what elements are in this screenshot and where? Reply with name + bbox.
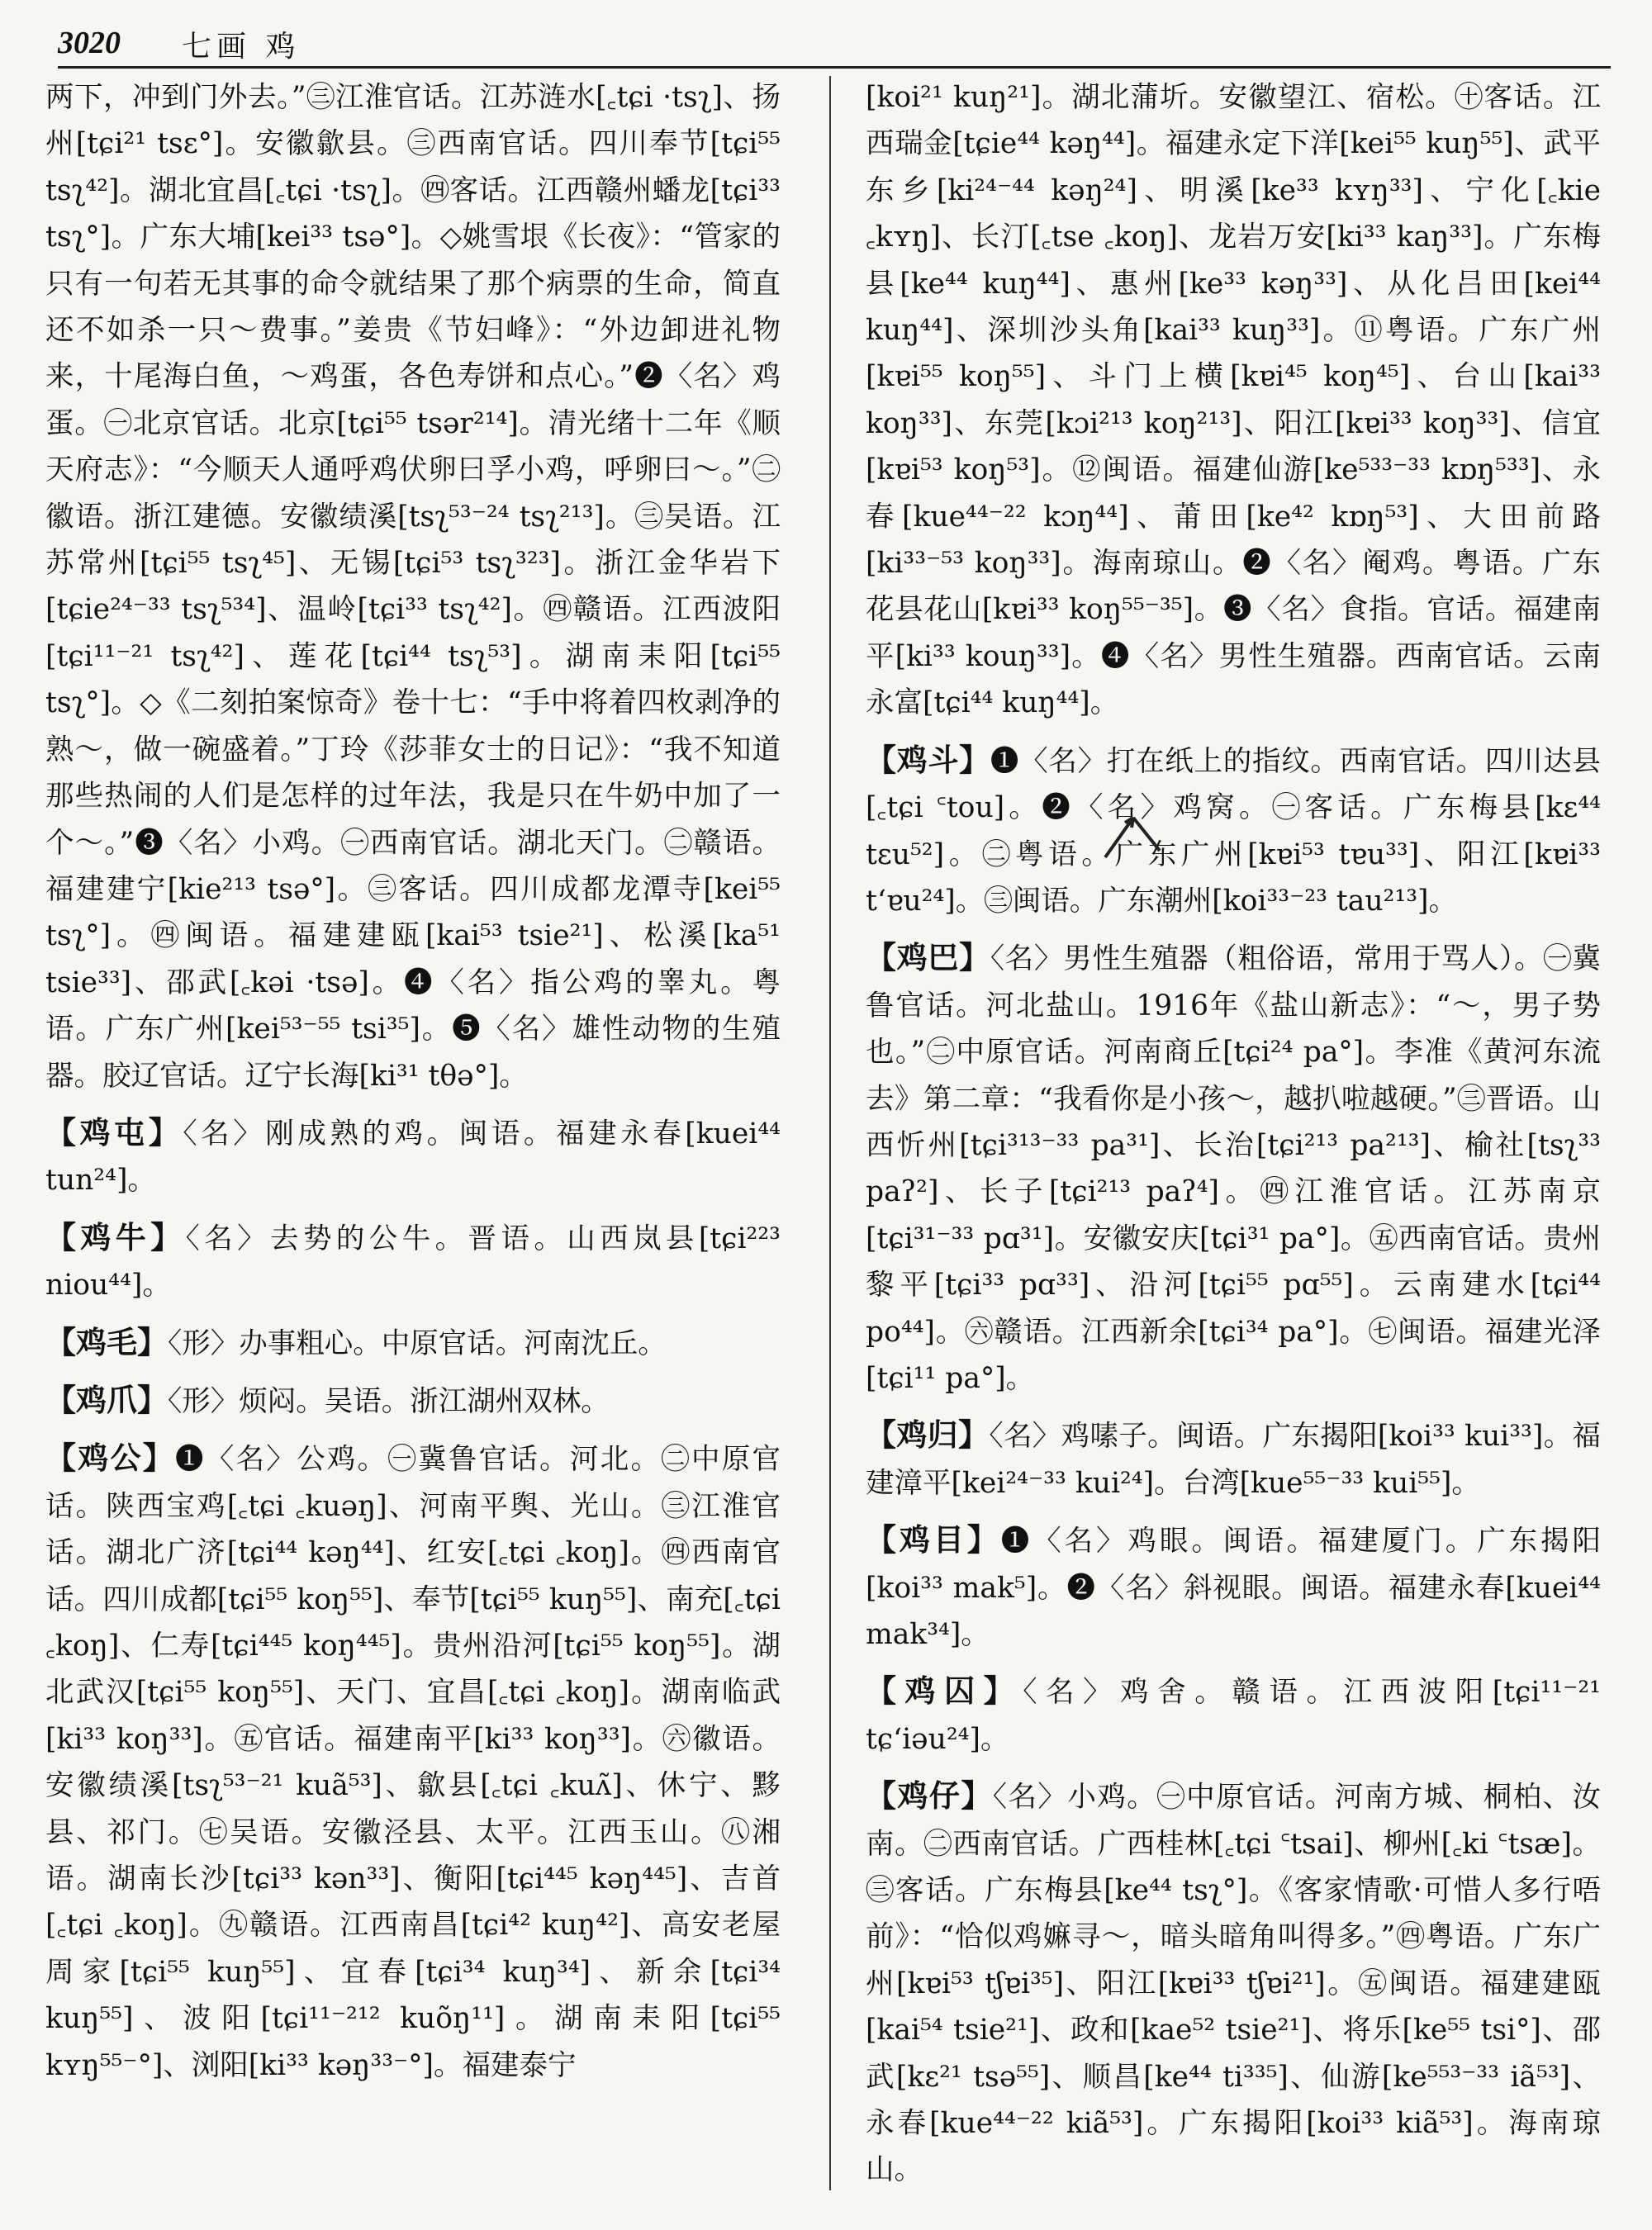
headword: 【鸡牛】 [45,1218,186,1255]
entry-text: 〈名〉刚成熟的鸡。闽语。福建永春[kuei⁴⁴ tun²⁴]。 [45,1117,781,1198]
headword: 【鸡屯】 [45,1113,183,1151]
right-column [866,74,1601,2204]
entry-text: 〈名〉鸡舍。赣语。江西波阳[tɕi¹¹⁻²¹ tɕʻiəu²⁴]。 [866,1676,1601,1756]
entry-jigui [866,1412,1601,1506]
handwritten-arrow-mark [1100,793,1166,867]
page-header [58,23,1611,64]
headword: 【鸡毛】 [45,1323,168,1360]
page-number: 3020 [58,26,121,60]
entry-jidou [866,737,1601,925]
entry-text: 〈形〉办事粗心。中原官话。河南沈丘。 [168,1326,667,1360]
headword: 【鸡归】 [866,1416,990,1454]
entry-text: ❶〈名〉鸡眼。闽语。福建厦门。广东揭阳[koi³³ mak⁵]。❷〈名〉斜视眼。闽语。福建永春[kuei⁴⁴ mak³⁴]。 [866,1525,1602,1651]
headword: 【鸡公】 [45,1440,176,1477]
headword: 【鸡目】 [866,1521,1001,1559]
entry-text: 〈名〉鸡嗉子。闽语。广东揭阳[koi³³ kui³³]。福建漳平[kei²⁴⁻³³ kui²⁴]。台湾[kue⁵⁵⁻³³ kui⁵⁵]。 [866,1420,1602,1500]
headword: 【鸡囚】 [866,1672,1023,1710]
continuation-entry [866,74,1601,727]
left-column [45,74,781,2099]
headword: 【鸡巴】 [866,939,990,976]
entry-text: 〈名〉去势的公牛。晋语。山西岚县[tɕi²²³ niou⁴⁴]。 [45,1222,781,1302]
entry-text: ❶〈名〉打在纸上的指纹。西南官话。四川达县[꜀tɕi ꜂tou]。❷〈名〉鸡窝。㊀客话。广东梅县[kɛ⁴⁴ tɛu⁵²]。㊁粤语。广东广州[kɐi⁵³ tɐu³³]、阳江[kɐi³³ tʻɐu²⁴]。㊂闽语。广东潮州[koi³³⁻²³ tau²¹³]。 [866,744,1602,918]
entry-jigong [45,1435,781,2089]
entry-text: 两下，冲到门外去。”㊂江淮官话。江苏涟水[꜀tɕi ·tsʅ]、扬州[tɕi²¹ tsɛ°]。安徽歙县。㊂西南官话。四川奉节[tɕi⁵⁵ tsʅ⁴²]。湖北宜昌[꜀tɕi ·tsʅ]。㊃客话。江西赣州蟠龙[tɕi³³ tsʅ°]。广东大埔[kei³³ tsə°]。◇姚雪垠《长夜》：“管家的只有一句若无其事的命令就结果了那个病票的生命，简直还不如杀一只～费事。”姜贵《节妇峰》：“外边卸进礼物来，十尾海白鱼，～鸡蛋，各色寿饼和点心。”❷〈名〉鸡蛋。㊀北京官话。北京[tɕi⁵⁵ tsər²¹⁴]。清光绪十二年《顺天府志》：“今顺天人通呼鸡伏卵曰孚小鸡，呼卵曰～。”㊁徽语。浙江建德。安徽绩溪[tsʅ⁵³⁻²⁴ tsʅ²¹³]。㊂吴语。江苏常州[tɕi⁵⁵ tsʅ⁴⁵]、无锡[tɕi⁵³ tsʅ³²³]。浙江金华岩下[tɕie²⁴⁻³³ tsʅ⁵³⁴]、温岭[tɕi³³ tsʅ⁴²]。㊃赣语。江西波阳[tɕi¹¹⁻²¹ tsʅ⁴²]、莲花[tɕi⁴⁴ tsʅ⁵³]。湖南耒阳[tɕi⁵⁵ tsʅ°]。◇《二刻拍案惊奇》卷十七：“手中将着四枚剥净的熟～，做一碗盛着。”丁玲《莎菲女士的日记》：“我不知道那些热闹的人们是怎样的过年法，我是只在牛奶中加了一个～。”❸〈名〉小鸡。㊀西南官话。湖北天门。㊁赣语。福建建宁[kie²¹³ tsə°]。㊂客话。四川成都龙潭寺[kei⁵⁵ tsʅ°]。㊃闽语。福建建瓯[kai⁵³ tsie²¹]、松溪[ka⁵¹ tsie³³]、邵武[꜀kəi ·tsə]。❹〈名〉指公鸡的睾丸。粤语。广东广州[kei⁵³⁻⁵⁵ tsi³⁵]。❺〈名〉雄性动物的生殖器。胶辽官话。辽宁长海[ki³¹ tθə°]。 [45,81,781,1093]
entry-jiniu [45,1214,781,1309]
entry-jiqiu [866,1668,1601,1763]
entry-text: 〈名〉男性生殖器（粗俗语，常用于骂人）。㊀冀鲁官话。河北盐山。1916年《盐山新志》：“～，男子势也。”㊁中原官话。河南商丘[tɕi²⁴ pa°]。李准《黄河东流去》第二章：“我看你是小孩～，越扒啦越硬。”㊂晋语。山西忻州[tɕi³¹³⁻³³ pa³¹]、长治[tɕi²¹³ pa²¹³]、榆社[tsʅ³³ paʔ²]、长子[tɕi²¹³ paʔ⁴]。㊃江淮官话。江苏南京[tɕi³¹⁻³³ pɑ³¹]。安徽安庆[tɕi³¹ pa°]。㊄西南官话。贵州黎平[tɕi³³ pɑ³³]、沿河[tɕi⁵⁵ pɑ⁵⁵]。云南建水[tɕi⁴⁴ po⁴⁴]。㊅赣语。江西新余[tɕi³⁴ pa°]。㊆闽语。福建光泽[tɕi¹¹ pa°]。 [866,942,1602,1395]
headword: 【鸡爪】 [45,1381,168,1418]
entry-jitun [45,1109,781,1204]
entry-text: 〈形〉烦闷。吴语。浙江湖州双林。 [168,1384,610,1418]
entry-jimu [866,1516,1601,1658]
header-rule [58,66,1611,69]
entry-text: ❶〈名〉公鸡。㊀冀鲁官话。河北。㊁中原官话。陕西宝鸡[꜀tɕi ꜀kuəŋ]、河南平舆、光山。㊂江淮官话。湖北广济[tɕi⁴⁴ kəŋ⁴⁴]、红安[꜀tɕi ꜀koŋ]。㊃西南官话。四川成都[tɕi⁵⁵ koŋ⁵⁵]、奉节[tɕi⁵⁵ kuŋ⁵⁵]、南充[꜀tɕi ꜀koŋ]、仁寿[tɕi⁴⁴⁵ koŋ⁴⁴⁵]。贵州沿河[tɕi⁵⁵ koŋ⁵⁵]。湖北武汉[tɕi⁵⁵ koŋ⁵⁵]、天门、宜昌[꜀tɕi ꜀koŋ]。湖南临武[ki³³ koŋ³³]。㊄官话。福建南平[ki³³ koŋ³³]。㊅徽语。安徽绩溪[tsʅ⁵³⁻²¹ kuã⁵³]、歙县[꜀tɕi ꜀kuʌ̃]、休宁、黟县、祁门。㊆吴语。安徽泾县、太平。江西玉山。㊇湘语。湖南长沙[tɕi³³ kən³³]、衡阳[tɕi⁴⁴⁵ kəŋ⁴⁴⁵]、吉首[꜀tɕi ꜀koŋ]。㊈赣语。江西南昌[tɕi⁴² kuŋ⁴²]、高安老屋周家[tɕi⁵⁵ kuŋ⁵⁵]、宜春[tɕi³⁴ kuŋ³⁴]、新余[tɕi³⁴ kuŋ⁵⁵]、波阳[tɕi¹¹⁻²¹² kuõŋ¹¹]。湖南耒阳[tɕi⁵⁵ kʏŋ⁵⁵⁻°]、浏阳[ki³³ kəŋ³³⁻°]。福建泰宁 [45,1443,781,2082]
entry-jizhua [45,1377,781,1425]
entry-jimao [45,1319,781,1367]
headword: 【鸡斗】 [866,741,990,778]
continuation-entry [45,74,781,1099]
entry-jiba [866,934,1601,1402]
headword: 【鸡仔】 [866,1777,993,1815]
entry-text: [koi²¹ kuŋ²¹]。湖北蒲圻。安徽望江、宿松。㊉客话。江西瑞金[tɕie⁴⁴ kəŋ⁴⁴]。福建永定下洋[kei⁵⁵ kuŋ⁵⁵]、武平东乡[ki²⁴⁻⁴⁴ kəŋ²⁴]、明溪[ke³³ kʏŋ³³]、宁化[꜀kie ꜀kʏŋ]、长汀[꜀tse ꜀koŋ]、龙岩万安[ki³³ kaŋ³³]。广东梅县[ke⁴⁴ kuŋ⁴⁴]、惠州[ke³³ kəŋ³³]、从化吕田[kei⁴⁴ kuŋ⁴⁴]、深圳沙头角[kai³³ kuŋ³³]。⑪粤语。广东广州[kɐi⁵⁵ koŋ⁵⁵]、斗门上横[kɐi⁴⁵ koŋ⁴⁵]、台山[kai³³ koŋ³³]、东莞[kɔi²¹³ koŋ²¹³]、阳江[kɐi³³ koŋ³³]、信宜[kɐi⁵³ koŋ⁵³]。⑫闽语。福建仙游[ke⁵³³⁻³³ kɒŋ⁵³³]、永春[kue⁴⁴⁻²² kɔŋ⁴⁴]、莆田[ke⁴² kɒŋ⁵³]、大田前路[ki³³⁻⁵³ koŋ³³]。海南琼山。❷〈名〉阉鸡。粤语。广东花县花山[kɐi³³ koŋ⁵⁵⁻³⁵]。❸〈名〉食指。官话。福建南平[ki³³ kouŋ³³]。❹〈名〉男性生殖器。西南官话。云南永富[tɕi⁴⁴ kuŋ⁴⁴]。 [866,81,1601,720]
entry-text: 〈名〉小鸡。㊀中原官话。河南方城、桐柏、汝南。㊁西南官话。广西桂林[꜀tɕi ꜂tsai]、柳州[꜀ki ꜂tsæ]。㊂客话。广东梅县[ke⁴⁴ tsʅ°]。《客家情歌·可惜人多行唔前》：“恰似鸡嫲寻～，暗头暗角叫得多。”㊃粤语。广东广州[kɐi⁵³ tʃɐi³⁵]、阳江[kɐi³³ tʃɐi²¹]。㊄闽语。福建建瓯[kai⁵⁴ tsie²¹]、政和[kae⁵² tsie²¹]、将乐[ke⁵⁵ tsi°]、邵武[kɛ²¹ tsə⁵⁵]、顺昌[ke⁴⁴ ti³³⁵]、仙游[ke⁵⁵³⁻³³ iã⁵³]、永春[kue⁴⁴⁻²² kiã⁵³]。广东揭阳[koi³³ kiã⁵³]。海南琼山。 [866,1781,1602,2187]
entry-jizai [866,1772,1601,2194]
column-divider [829,76,831,2190]
section-title: 七画 鸡 [182,30,301,64]
